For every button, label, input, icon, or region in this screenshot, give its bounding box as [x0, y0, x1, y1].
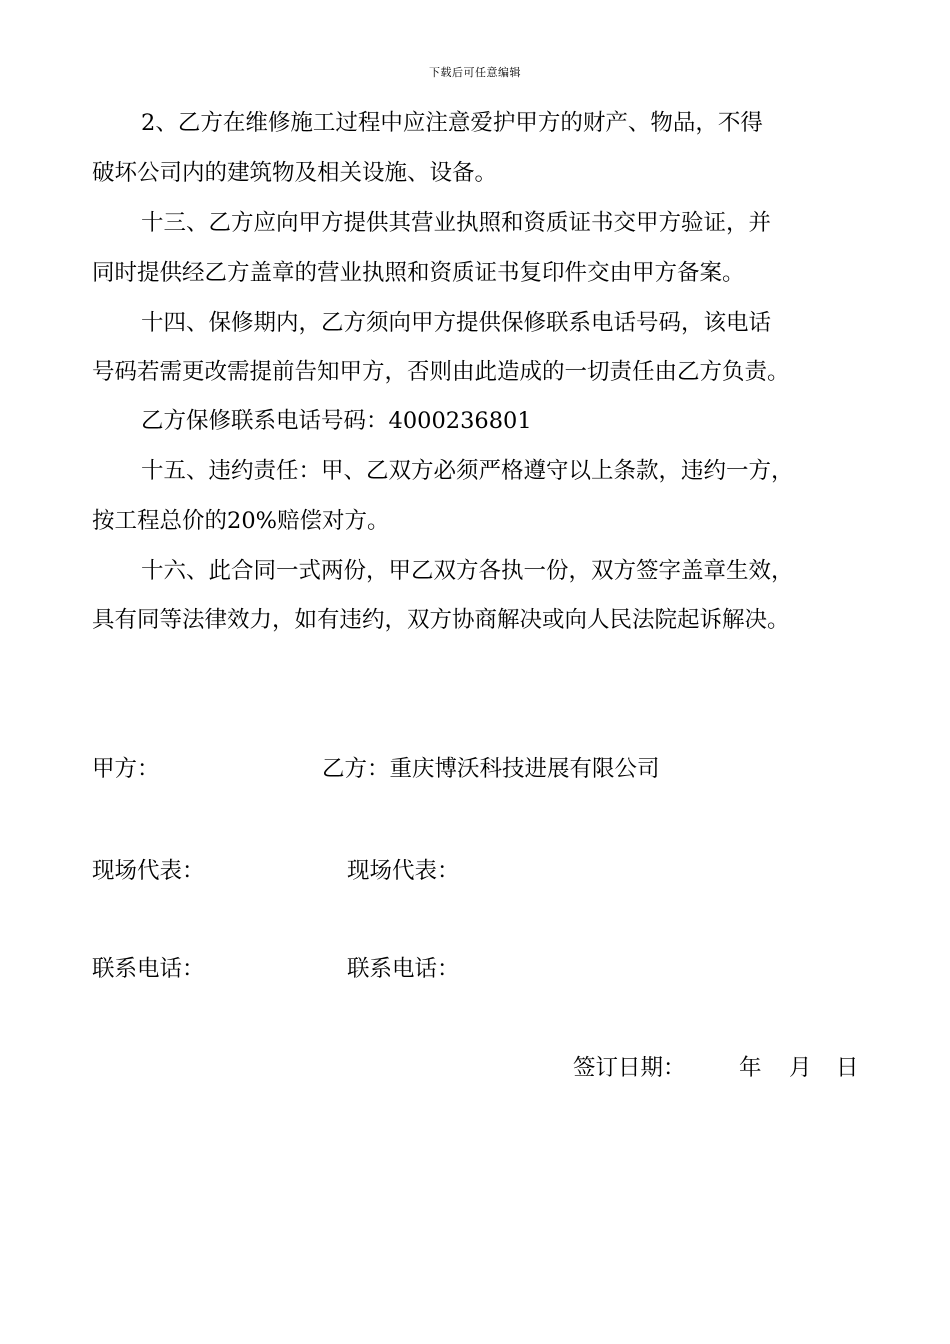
sign-date-month: 月 — [789, 1055, 812, 1081]
clause-16-line-1: 十六、此合同一式两份，甲乙双方各执一份，双方签字盖章生效， — [141, 558, 794, 584]
sign-date-day: 日 — [836, 1055, 859, 1081]
clause-13-line-1: 十三、乙方应向甲方提供其营业执照和资质证书交甲方验证，并 — [141, 210, 772, 236]
clause-13-line-2: 同时提供经乙方盖章的营业执照和资质证书复印件交由甲方备案。 — [92, 260, 745, 286]
clause-15-line-2: 按工程总价的20%赔偿对方。 — [92, 508, 390, 534]
sign-date-year: 年 — [739, 1055, 762, 1081]
clause-12-2-line-2: 破坏公司内的建筑物及相关设施、设备。 — [92, 160, 498, 186]
clause-12-2-line-1: 2、乙方在维修施工过程中应注意爱护甲方的财产、物品，不得 — [141, 110, 763, 136]
clause-16-line-2: 具有同等法律效力，如有违约，双方协商解决或向人民法院起诉解决。 — [92, 607, 790, 633]
header-note: 下载后可任意编辑 — [429, 66, 521, 79]
contact-phone-b-label: 联系电话： — [347, 956, 460, 982]
clause-14-line-1: 十四、保修期内，乙方须向甲方提供保修联系电话号码，该电话 — [141, 310, 772, 336]
contact-phone-a-label: 联系电话： — [92, 956, 205, 982]
party-a-label: 甲方： — [92, 756, 160, 782]
sign-date-label: 签订日期： — [573, 1055, 686, 1081]
site-rep-b-label: 现场代表： — [347, 858, 460, 884]
clause-15-line-1: 十五、违约责任：甲、乙双方必须严格遵守以上条款，违约一方， — [141, 458, 794, 484]
party-b-label: 乙方：重庆博沃科技进展有限公司 — [322, 756, 660, 782]
site-rep-a-label: 现场代表： — [92, 858, 205, 884]
warranty-phone-line: 乙方保修联系电话号码：4000236801 — [141, 408, 532, 434]
clause-14-line-2: 号码若需更改需提前告知甲方，否则由此造成的一切责任由乙方负责。 — [92, 359, 790, 385]
